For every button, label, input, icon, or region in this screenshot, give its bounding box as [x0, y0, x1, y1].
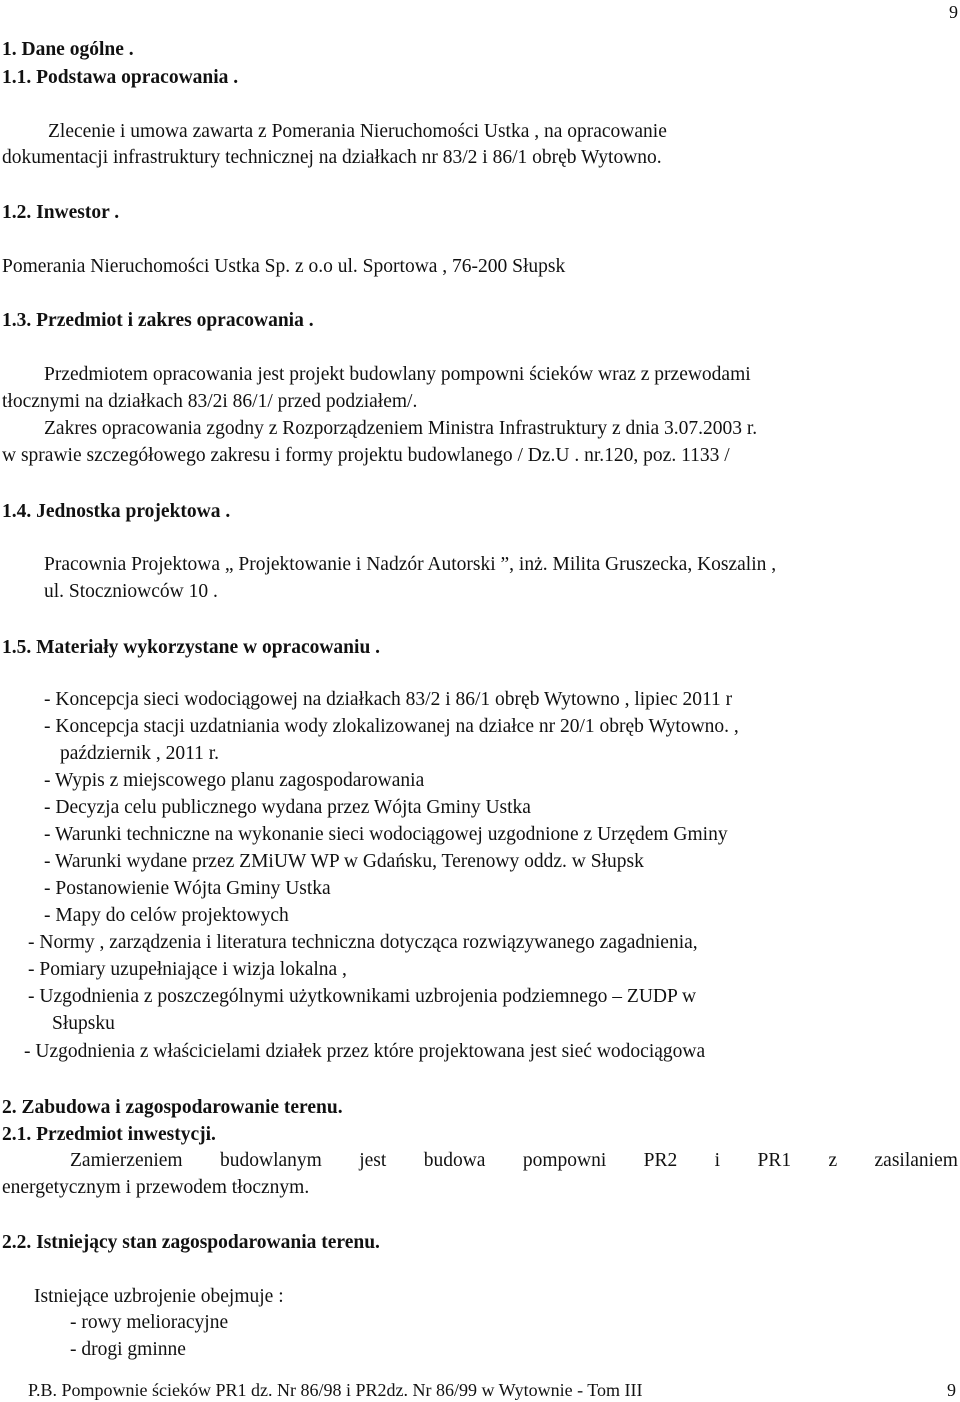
word: i — [714, 1150, 721, 1171]
section-1-3-line: w sprawie szczegółowego zakresu i formy projektu budowlanego / Dz.U . nr.120, poz. 1133 / — [2, 445, 730, 466]
section-1-3-line: Przedmiotem opracowania jest projekt budowlany pompowni ścieków wraz z przewodami — [44, 364, 751, 385]
word: PR1 — [757, 1150, 792, 1171]
section-2-1-line-justified — [70, 1149, 958, 1173]
materials-item: - Decyzja celu publicznego wydana przez Wójta Gminy Ustka — [44, 797, 531, 818]
section-1-1-line: Zlecenie i umowa zawarta z Pomerania Nieruchomości Ustka , na opracowanie — [48, 121, 667, 142]
word: Zamierzeniem — [70, 1150, 183, 1171]
word: jest — [359, 1150, 387, 1171]
section-1-3-line: tłocznymi na działkach 83/2i 86/1/ przed podziałem/. — [2, 391, 418, 412]
section-1-2-heading: 1.2. Inwestor . — [2, 202, 120, 223]
word: PR2 — [643, 1150, 678, 1171]
section-2-2-heading: 2.2. Istniejący stan zagospodarowania terenu. — [2, 1232, 380, 1253]
materials-item: - Uzgodnienia z właścicielami działek przez które projektowana jest sieć wodociągowa — [24, 1041, 706, 1062]
footer-text: P.B. Pompownie ścieków PR1 dz. Nr 86/98 i PR2dz. Nr 86/99 w Wytownie - Tom III — [28, 1380, 643, 1400]
materials-item: - Uzgodnienia z poszczególnymi użytkownikami uzbrojenia podziemnego – ZUDP w — [28, 986, 697, 1007]
word: zasilaniem — [874, 1150, 958, 1171]
section-2-1-line: energetycznym i przewodem tłocznym. — [2, 1177, 310, 1198]
section-1-4-line: Pracownia Projektowa „ Projektowanie i Nadzór Autorski ”, inż. Milita Gruszecka, Koszalin , — [44, 554, 777, 575]
materials-item: - Mapy do celów projektowych — [44, 905, 289, 926]
section-2-heading: 2. Zabudowa i zagospodarowanie terenu. — [2, 1097, 343, 1118]
materials-item: - Postanowienie Wójta Gminy Ustka — [44, 878, 331, 899]
materials-item: - Warunki wydane przez ZMiUW WP w Gdańsku, Terenowy oddz. w Słupsk — [44, 851, 644, 872]
section-2-1-heading: 2.1. Przedmiot inwestycji. — [2, 1124, 216, 1145]
infrastructure-item: - drogi gminne — [70, 1339, 186, 1360]
word: pompowni — [522, 1150, 607, 1171]
materials-item: Słupsku — [52, 1013, 115, 1034]
section-1-5-heading: 1.5. Materiały wykorzystane w opracowaniu . — [2, 637, 381, 658]
materials-item: październik , 2011 r. — [60, 743, 220, 764]
section-1-1-line: dokumentacji infrastruktury technicznej na działkach nr 83/2 i 86/1 obręb Wytowno. — [2, 147, 662, 168]
materials-item: - Normy , zarządzenia i literatura techniczna dotycząca rozwiązywanego zagadnienia, — [28, 932, 698, 953]
word: budowlanym — [220, 1150, 322, 1171]
section-2-2-intro: Istniejące uzbrojenie obejmuje : — [34, 1286, 284, 1307]
materials-item: - Koncepcja stacji uzdatniania wody zlokalizowanej na działce nr 20/1 obręb Wytowno. , — [44, 716, 739, 737]
footer-page-number: 9 — [947, 1380, 956, 1400]
section-1-4-line: ul. Stoczniowców 10 . — [44, 581, 218, 602]
word: z — [828, 1150, 838, 1171]
section-1-heading: 1. Dane ogólne . — [2, 39, 134, 60]
materials-item: - Wypis z miejscowego planu zagospodarowania — [44, 770, 425, 791]
section-1-3-line: Zakres opracowania zgodny z Rozporządzeniem Ministra Infrastruktury z dnia 3.07.2003 r. — [44, 418, 758, 439]
section-1-3-heading: 1.3. Przedmiot i zakres opracowania . — [2, 310, 314, 331]
materials-item: - Koncepcja sieci wodociągowej na działkach 83/2 i 86/1 obręb Wytowno , lipiec 2011 r — [44, 689, 733, 710]
investor-text: Pomerania Nieruchomości Ustka Sp. z o.o ul. Sportowa , 76-200 Słupsk — [2, 256, 566, 277]
section-1-1-heading: 1.1. Podstawa opracowania . — [2, 67, 239, 88]
materials-item: - Warunki techniczne na wykonanie sieci wodociągowej uzgodnione z Urzędem Gminy — [44, 824, 728, 845]
materials-item: - Pomiary uzupełniające i wizja lokalna , — [28, 959, 347, 980]
word: budowa — [423, 1150, 486, 1171]
infrastructure-item: - rowy melioracyjne — [70, 1312, 229, 1333]
section-1-4-heading: 1.4. Jednostka projektowa . — [2, 501, 231, 522]
page-number-top: 9 — [949, 2, 958, 22]
